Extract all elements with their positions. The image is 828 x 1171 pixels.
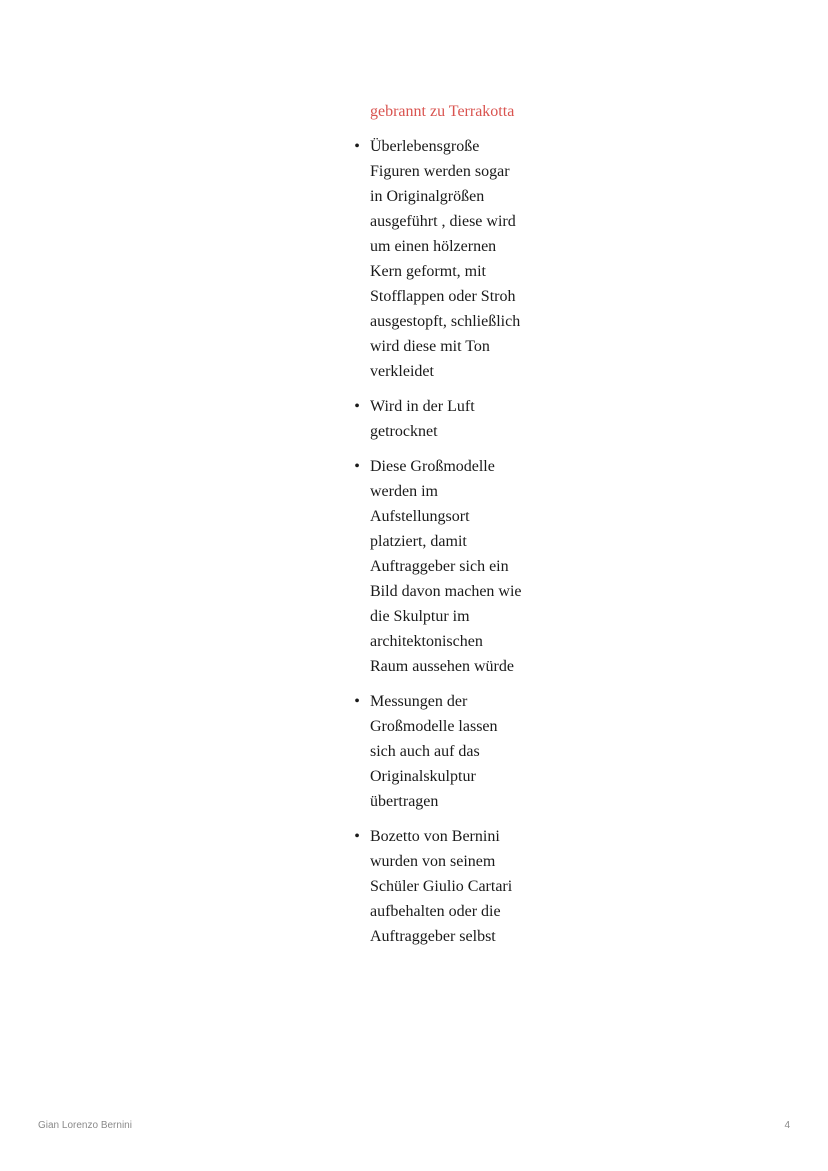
- bullet-icon: •: [354, 398, 360, 415]
- list-item: [354, 454, 522, 679]
- bullet-icon: •: [354, 693, 360, 710]
- list-item: [354, 824, 522, 949]
- list-item: [354, 394, 522, 444]
- list-item-text: Diese Großmodelle werden im Aufstellungsort platziert, damit Auftraggeber sich ein Bild davon machen wie die Skulptur im architektonischen Raum aussehen würde: [370, 458, 522, 675]
- bullet-icon: •: [354, 138, 360, 155]
- content-column: [354, 99, 522, 959]
- list-item-text: Bozetto von Bernini wurden von seinem Schüler Giulio Cartari aufbehalten oder die Auftraggeber selbst: [370, 828, 513, 945]
- bullet-icon: •: [354, 828, 360, 845]
- continued-text-highlight: gebrannt zu Terrakotta: [370, 103, 515, 120]
- footer-page-number: 4: [784, 1120, 790, 1131]
- list-item: [354, 134, 522, 384]
- list-item-text: Wird in der Luft getrocknet: [370, 398, 475, 440]
- list-item: [354, 689, 522, 814]
- footer-document-title: Gian Lorenzo Bernini: [38, 1120, 132, 1131]
- list-item-text: Überlebensgroße Figuren werden sogar in Originalgrößen ausgeführt , diese wird um einen hölzernen Kern geformt, mit Stofflappen oder Stroh ausgestopft, schließlich wird diese mit Ton verkleidet: [370, 138, 521, 380]
- list-item-text: Messungen der Großmodelle lassen sich auch auf das Originalskulptur übertragen: [370, 693, 498, 810]
- bullet-list: [354, 134, 522, 949]
- bullet-icon: •: [354, 458, 360, 475]
